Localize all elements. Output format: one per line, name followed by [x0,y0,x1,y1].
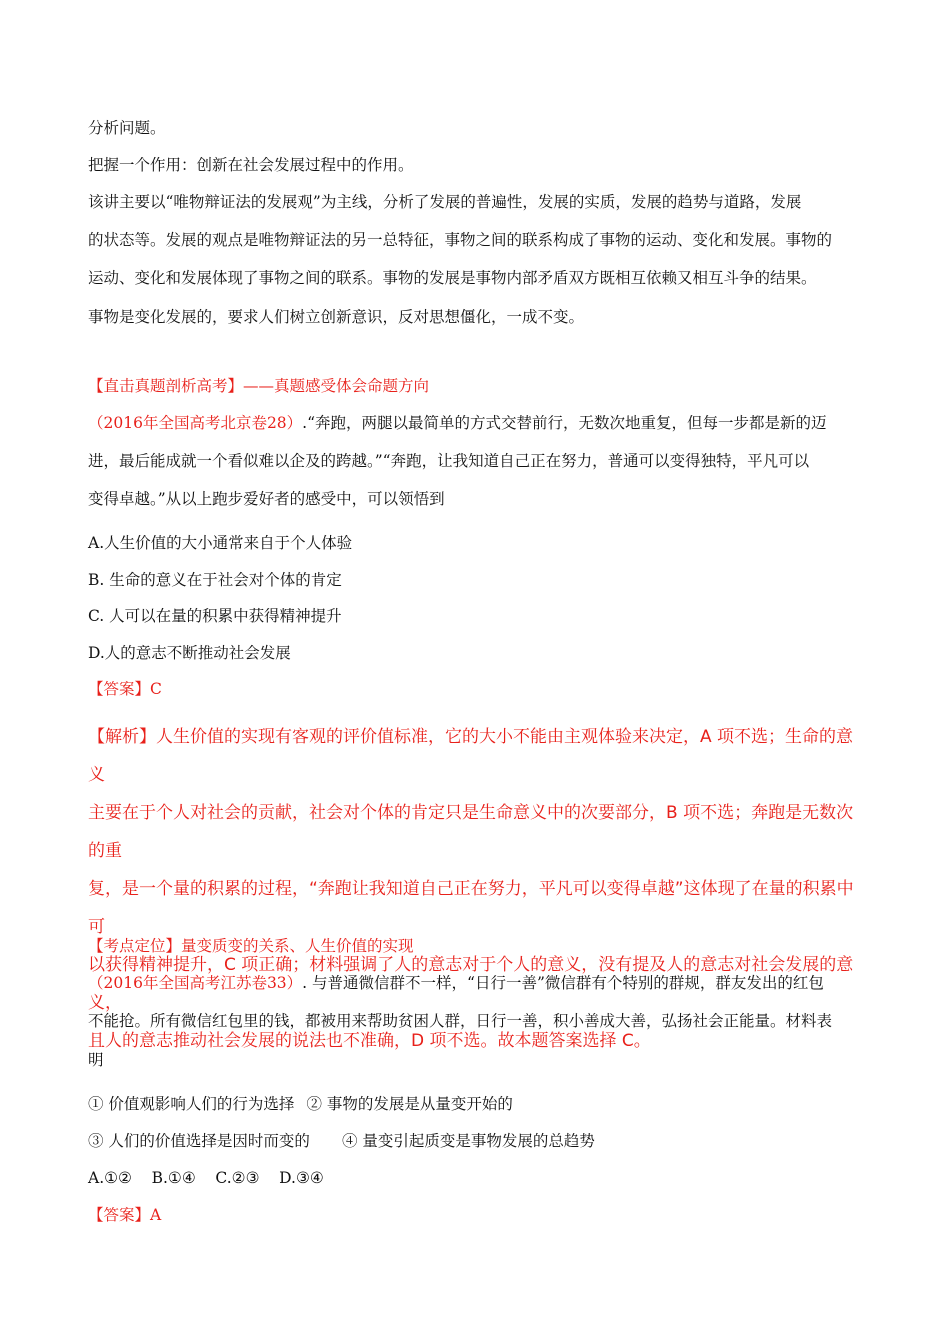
analysis-block [88,718,868,1060]
option-a: A.人生价值的大小通常来自于个人体验 [88,534,353,552]
question-line [88,973,824,993]
option-b: B. 生命的意义在于社会对个体的肯定 [88,571,342,589]
answer-label: 【答案】 [88,1206,151,1224]
key-point-label: 【考点定位】 [88,937,182,955]
intro-line: 事物是变化发展的，要求人们树立创新意识，反对思想僵化，一成不变。 [88,308,585,326]
option-d: D.人的意志不断推动社会发展 [88,644,291,662]
answer-value: C [150,680,162,698]
question-line: 变得卓越。”从以上跑步爱好者的感受中，可以领悟到 [88,490,445,508]
statement-2: ② 事物的发展是从量变开始的 [306,1095,513,1113]
statement-row [88,1131,595,1151]
question-line: 进，最后能成就一个看似难以企及的跨越。”“奔跑，让我知道自己正在努力，普通可以变得独特，平凡可以 [88,452,810,470]
statement-1: ① 价值观影响人们的行为选择 [88,1095,295,1113]
intro-line: 运动、变化和发展体现了事物之间的联系。事物的发展是事物内部矛盾双方既相互依赖又相互斗争的结果。 [88,269,817,287]
choice-row: A.①② B.①④ C.②③ D.③④ [88,1169,324,1187]
option-c: C. 人可以在量的积累中获得精神提升 [88,607,342,625]
analysis-line: 【解析】人生价值的实现有客观的评价值标准，它的大小不能由主观体验来决定，A 项不选；生命的意义 [88,727,854,785]
key-point-text: 量变质变的关系、人生价值的实现 [181,937,414,955]
analysis-line: 复，是一个量的积累的过程，“奔跑让我知道自己正在努力，平凡可以变得卓越”这体现了在量的积累中可 [88,879,854,937]
question-text: .“奔跑，两腿以最简单的方式交替前行，无数次地重复，但每一步都是新的迈 [302,414,827,432]
key-point-line [88,936,414,956]
section-heading [88,376,429,396]
answer-label: 【答案】 [88,680,151,698]
analysis-line: 以获得精神提升，C 项正确；材料强调了人的意志对于个人的意义，没有提及人的意志对社会发展的意义， [88,955,854,1013]
question-line: 不能抢。所有微信红包里的钱，都被用来帮助贫困人群，日行一善，积小善成大善，弘扬社会正能量。材料表 [88,1012,833,1030]
intro-line: 把握一个作用：创新在社会发展过程中的作用。 [88,156,414,174]
analysis-line: 且人的意志推动社会发展的说法也不准确，D 项不选。故本题答案选择 C。 [88,1031,651,1051]
intro-line: 分析问题。 [88,119,166,137]
answer-value: A [150,1206,162,1224]
analysis-line: 主要在于个人对社会的贡献，社会对个体的肯定只是生命意义中的次要部分，B 项不选；奔跑是无数次的重 [88,803,854,861]
statement-3: ③ 人们的价值选择是因时而变的 [88,1132,310,1150]
question-text: . 与普通微信群不一样，“日行一善”微信群有个特别的群规，群友发出的红包 [302,974,824,992]
question-line: 明 [88,1051,104,1069]
answer-line [88,679,162,699]
intro-line: 的状态等。发展的观点是唯物辩证法的另一总特征，事物之间的联系构成了事物的运动、变化和发展。事物的 [88,231,833,249]
intro-line: 该讲主要以“唯物辩证法的发展观”为主线，分析了发展的普遍性，发展的实质，发展的趋势与道路，发展 [88,193,802,211]
question-line [88,413,827,433]
heading-bracket: 【直击真题剖析高考】 [88,377,244,395]
answer-line [88,1205,161,1225]
question-source: （2016年全国高考北京卷28） [88,414,303,432]
statement-row [88,1094,513,1114]
heading-rest: ——真题感受体会命题方向 [243,377,430,395]
question-source: （2016年全国高考江苏卷33） [88,974,303,992]
statement-4: ④ 量变引起质变是事物发展的总趋势 [341,1132,595,1150]
